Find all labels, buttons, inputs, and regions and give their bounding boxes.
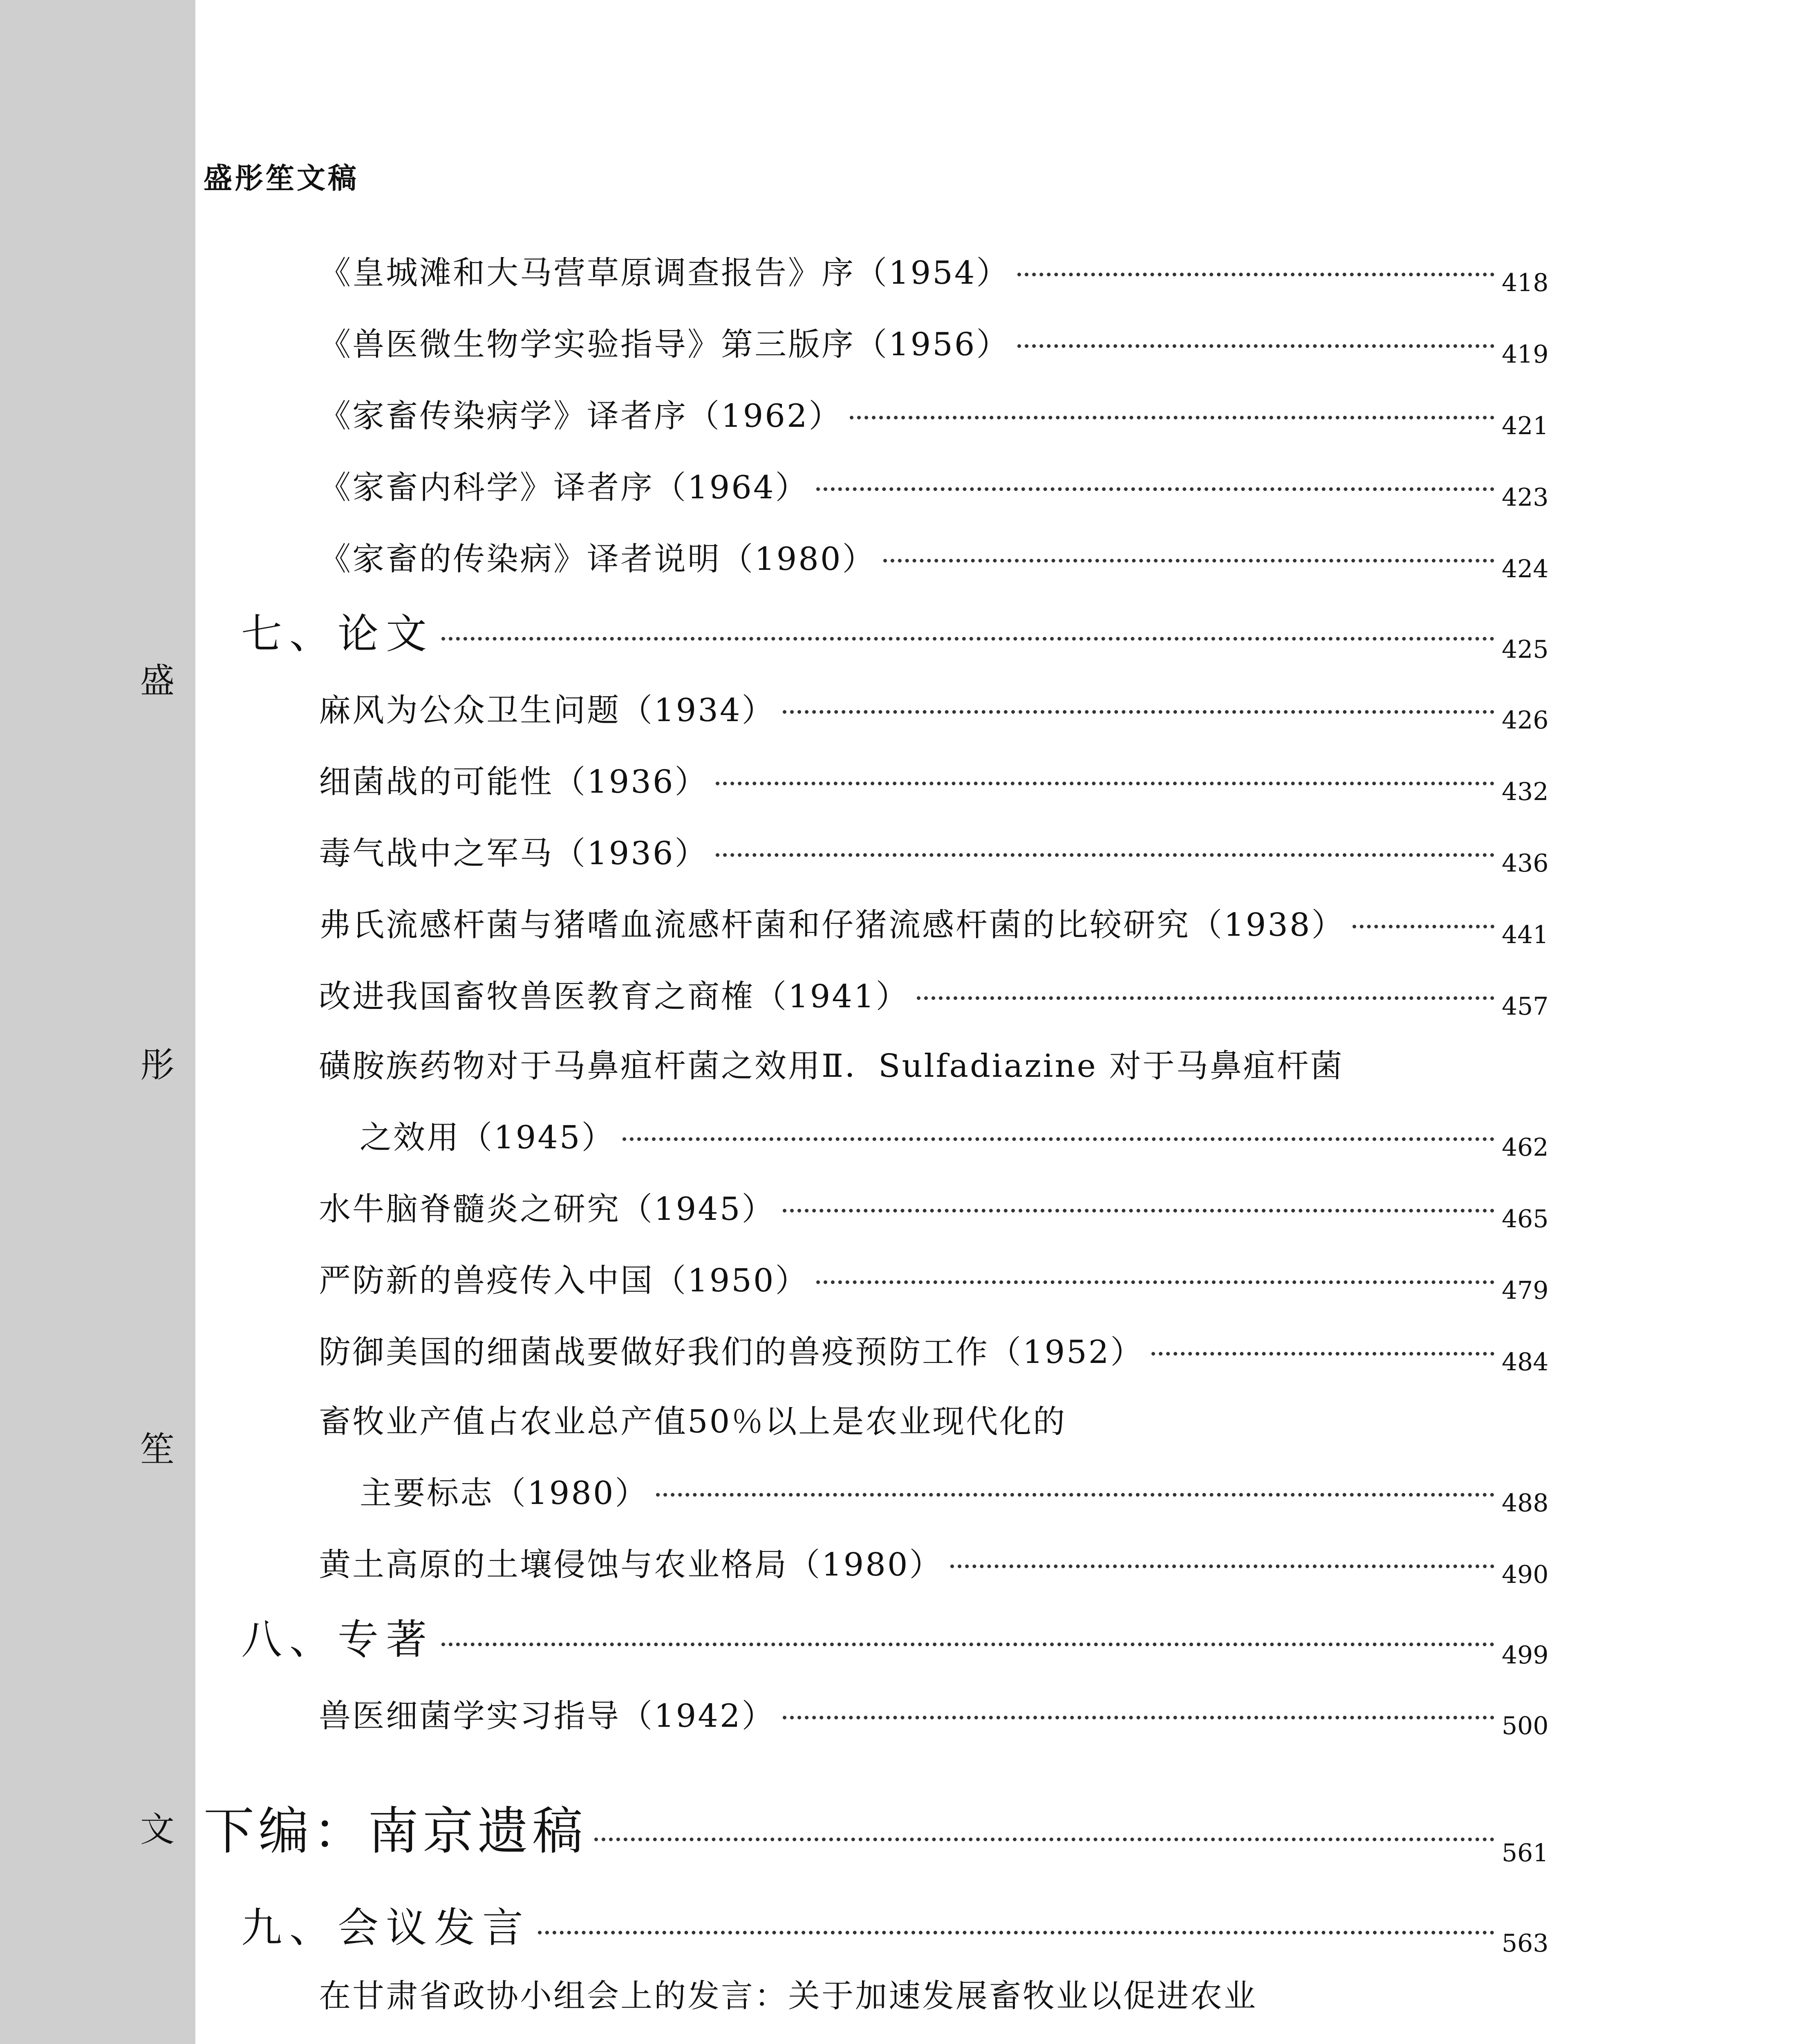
toc-page-number: 563 xyxy=(1502,1929,1549,1958)
dot-leader xyxy=(594,1837,1494,1841)
toc-page-number: 425 xyxy=(1502,635,1549,664)
toc-entry-title-line1: 磺胺族药物对于马鼻疽杆菌之效用Ⅱ．Sulfadiazine 对于马鼻疽杆菌 xyxy=(319,1048,1344,1085)
toc-entry-title: 改进我国畜牧兽医教育之商榷（1941） xyxy=(319,978,909,1015)
dot-leader xyxy=(716,781,1494,785)
dot-leader xyxy=(850,415,1494,419)
toc-page-number: 418 xyxy=(1502,269,1549,297)
toc-page-number: 432 xyxy=(1502,778,1549,806)
toc-entry-title: 兽医细菌学实习指导（1942） xyxy=(319,1698,775,1735)
toc-entry xyxy=(360,2042,1502,2044)
dot-leader xyxy=(1017,272,1494,276)
toc-page-number: 426 xyxy=(1502,706,1549,735)
dot-leader xyxy=(1151,1351,1494,1356)
dot-leader xyxy=(716,853,1494,857)
toc-entry-title: 《兽医微生物学实验指导》第三版序（1956） xyxy=(319,326,1010,363)
toc-section-heading xyxy=(241,601,1549,664)
toc-entry-title-line1: 畜牧业产值占农业总产值50％以上是农业现代化的 xyxy=(319,1403,1067,1440)
toc-page-number: 462 xyxy=(1502,1133,1549,1162)
toc-entry-title: 严防新的兽疫传入中国（1950） xyxy=(319,1262,809,1299)
toc-page-number: 561 xyxy=(1502,1839,1549,1867)
toc-entry-title-line2: 主要标志（1980） xyxy=(360,1475,649,1512)
toc-entry-title: 《家畜传染病学》译者序（1962） xyxy=(319,398,842,435)
toc-entry xyxy=(319,685,1549,735)
toc-page-number: 499 xyxy=(1502,1641,1549,1670)
toc-entry xyxy=(360,1468,1549,1517)
toc-page-number: 500 xyxy=(1502,1712,1549,1740)
section-title: 九、会议发言 xyxy=(241,1904,531,1952)
toc-page-number: 465 xyxy=(1502,1205,1549,1233)
toc-entry xyxy=(319,971,1549,1021)
toc-entry-title: 《皇城滩和大马营草原调查报告》序（1954） xyxy=(319,255,1010,291)
dot-leader xyxy=(883,558,1494,563)
toc-entry-title: 麻风为公众卫生问题（1934） xyxy=(319,692,775,729)
dot-leader xyxy=(816,487,1494,491)
toc-entry xyxy=(319,462,1549,512)
dot-leader xyxy=(1017,344,1494,348)
toc-section-heading xyxy=(241,1895,1549,1958)
side-title-char: 彤 xyxy=(140,1045,175,1085)
toc-entry xyxy=(319,828,1549,878)
side-title-char: 文 xyxy=(140,1809,175,1849)
dot-leader xyxy=(1353,924,1494,928)
toc-section-heading xyxy=(241,1607,1549,1670)
dot-leader xyxy=(783,1208,1494,1213)
toc-entry-title: 弗氏流感杆菌与猪嗜血流感杆菌和仔猪流感杆菌的比较研究（1938） xyxy=(319,907,1345,944)
toc-entry-title: 细菌战的可能性（1936） xyxy=(319,764,708,800)
toc-entry xyxy=(319,533,1549,583)
dot-leader xyxy=(441,637,1494,641)
toc-entry xyxy=(319,899,1549,949)
toc-page-number: 441 xyxy=(1502,921,1549,949)
dot-leader xyxy=(623,1137,1494,1141)
dot-leader xyxy=(538,1930,1494,1934)
toc-entry-title: 《家畜的传染病》译者说明（1980） xyxy=(319,541,876,578)
part-title: 下编：南京遗稿 xyxy=(204,1802,587,1861)
toc-entry xyxy=(319,247,1549,297)
dot-leader xyxy=(656,1493,1494,1497)
toc-entry xyxy=(319,390,1549,440)
toc-page-number: 423 xyxy=(1502,483,1549,512)
dot-leader xyxy=(816,1280,1494,1284)
dot-leader xyxy=(950,1564,1494,1568)
toc-entry-title: 《家畜内科学》译者序（1964） xyxy=(319,469,809,506)
dot-leader xyxy=(783,710,1494,714)
toc-entry xyxy=(319,1539,1549,1589)
section-title: 七、论文 xyxy=(241,610,434,658)
toc-part-heading xyxy=(204,1791,1549,1867)
toc-entry-title: 水牛脑脊髓炎之研究（1945） xyxy=(319,1191,775,1228)
toc-page-number: 490 xyxy=(1502,1560,1549,1589)
toc-entry xyxy=(319,319,1549,369)
toc-page-number: 424 xyxy=(1502,555,1549,583)
dot-leader xyxy=(441,1642,1494,1646)
section-title: 八、专著 xyxy=(241,1616,434,1663)
toc-entry xyxy=(319,1255,1549,1305)
toc-page-number: 436 xyxy=(1502,849,1549,878)
toc-entry xyxy=(319,1183,1549,1233)
toc-page-number: 484 xyxy=(1502,1348,1549,1376)
toc-entry xyxy=(319,756,1549,806)
toc-entry-title-line1: 在甘肃省政协小组会上的发言：关于加速发展畜牧业以促进农业 xyxy=(319,1978,1258,2015)
dot-leader xyxy=(917,996,1494,1000)
toc-entry-title: 毒气战中之军马（1936） xyxy=(319,835,708,872)
toc-page-number: 488 xyxy=(1502,1489,1549,1517)
side-title-char: 笙 xyxy=(140,1429,175,1469)
toc-page-number: 457 xyxy=(1502,992,1549,1021)
toc-entry-title: 黄土高原的土壤侵蚀与农业格局（1980） xyxy=(319,1546,943,1583)
side-title-char: 盛 xyxy=(140,661,175,701)
running-head: 盛彤笙文稿 xyxy=(204,161,359,195)
toc-entry-title-line2: 之效用（1945） xyxy=(360,1119,615,1156)
toc-entry xyxy=(360,1112,1549,1162)
toc-page-number: 419 xyxy=(1502,340,1549,369)
toc-page-number: 421 xyxy=(1502,412,1549,440)
toc-entry xyxy=(319,1327,1549,1376)
toc-entry-title-line2 xyxy=(360,2042,771,2044)
toc-entry xyxy=(319,1690,1549,1740)
dot-leader xyxy=(783,1715,1494,1719)
toc-page-number: 479 xyxy=(1502,1276,1549,1305)
toc-entry-title: 防御美国的细菌战要做好我们的兽疫预防工作（1952） xyxy=(319,1334,1144,1371)
